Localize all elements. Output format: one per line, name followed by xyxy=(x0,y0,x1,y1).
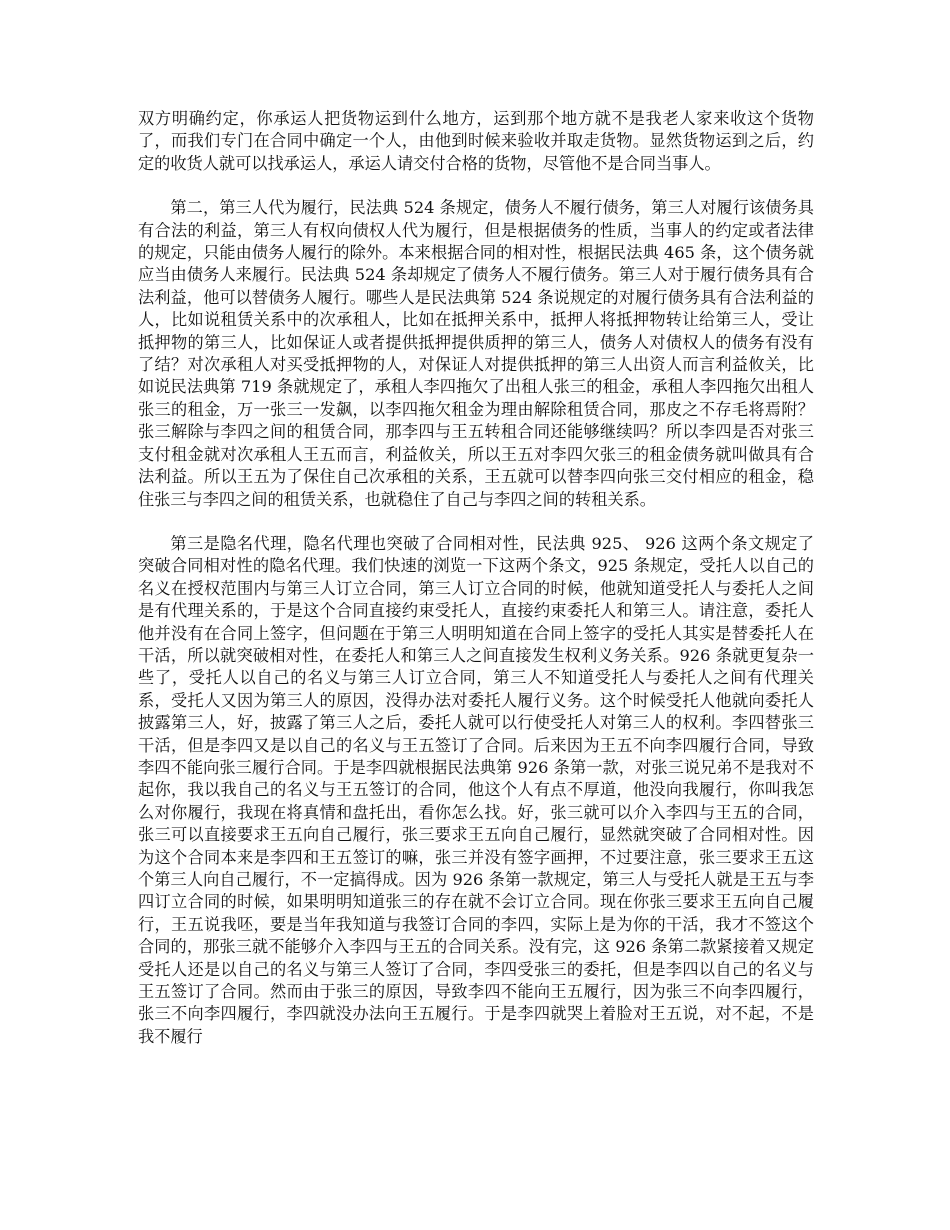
paragraph-2: 第二，第三人代为履行，民法典 524 条规定，债务人不履行债务，第三人对履行该债务具有合法的利益，第三人有权向债权人代为履行，但是根据债务的性质，当事人的约定或者法律的规定，只能由债务人履行的除外。本来根据合同的相对性，根据民法典 465 条，这个债务就应当由债务人来履行。民法典 524 条却规定了债务人不履行债务。第三人对于履行债务具有合法利益，他可以替债务人履行。哪些人是民法典第 524 条说规定的对履行债务具有合法利益的人，比如说租赁关系中的次承租人，比如在抵押关系中，抵押人将抵押物转让给第三人，受让抵押物的第三人，比如保证人或者提供抵押提供质押的第三人，债务人对债权人的债务有没有了结？对次承租人对买受抵押物的人，对保证人对提供抵押的第三人出资人而言利益攸关，比如说民法典第 719 条就规定了，承租人李四拖欠了出租人张三的租金，承租人李四拖欠出租人张三的租金，万一张三一发飙，以李四拖欠租金为理由解除租赁合同，那皮之不存毛将焉附？张三解除与李四之间的租赁合同，那李四与王五转租合同还能够继续吗？所以李四是否对张三支付租金就对次承租人王五而言，利益攸关，所以王五对李四欠张三的租金债务就叫做具有合法利益。所以王五为了保住自己次承租的关系，王五就可以替李四向张三交付相应的租金，稳住张三与李四之间的租赁关系，也就稳住了自己与李四之间的转租关系。 xyxy=(138,198,814,509)
paragraph-gap xyxy=(138,511,814,533)
paragraph-1: 双方明确约定，你承运人把货物运到什么地方，运到那个地方就不是我老人家来收这个货物了，而我们专门在合同中确定一个人，由他到时候来验收并取走货物。显然货物运到之后，约定的收货人就可以找承运人，承运人请交付合格的货物，尽管他不是合同当事人。 xyxy=(138,109,814,173)
paragraph-3: 第三是隐名代理，隐名代理也突破了合同相对性，民法典 925、 926 这两个条文规定了突破合同相对性的隐名代理。我们快速的浏览一下这两个条文，925 条规定，受托人以自己的名义在授权范围内与第三人订立合同，第三人订立合同的时候，他就知道受托人与委托人之间是有代理关系的，于是这个合同直接约束受托人，直接约束委托人和第三人。请注意，委托人他并没有在合同上签字，但问题在于第三人明明知道在合同上签字的受托人其实是替委托人在干活，所以就突破相对性，在委托人和第三人之间直接发生权利义务关系。926 条就更复杂一些了，受托人以自己的名义与第三人订立合同，第三人不知道受托人与委托人之间有代理关系，受托人又因为第三人的原因，没得办法对委托人履行义务。这个时候受托人他就向委托人披露第三人，好，披露了第三人之后，委托人就可以行使受托人对第三人的权利。李四替张三干活，但是李四又是以自己的名义与王五签订了合同。后来因为王五不向李四履行合同，导致李四不能向张三履行合同。于是李四就根据民法典第 926 条第一款，对张三说兄弟不是我对不起你，我以我自己的名义与王五签订的合同，他这个人有点不厚道，他没向我履行，你叫我怎么对你履行，我现在将真情和盘托出，看你怎么找。好，张三就可以介入李四与王五的合同，张三可以直接要求王五向自己履行，张三要求王五向自己履行，显然就突破了合同相对性。因为这个合同本来是李四和王五签订的嘛，张三并没有签字画押，不过要注意，张三要求王五这个第三人向自己履行，不一定搞得成。因为 926 条第一款规定，第三人与受托人就是王五与李四订立合同的时候，如果明明知道张三的存在就不会订立合同。现在你张三要求王五向自己履行，王五说我呸，要是当年我知道与我签订合同的李四，实际上是为你的干活，我才不签这个合同的，那张三就不能够介入李四与王五的合同关系。没有完，这 926 条第二款紧接着又规定受托人还是以自己的名义与第三人签订了合同，李四受张三的委托，但是李四以自己的名义与王五签订了合同。然而由于张三的原因，导致李四不能向王五履行，因为张三不向李四履行，张三不向李四履行，李四就没办法向王五履行。于是李四就哭上着脸对王五说，对不起，不是我不履行 xyxy=(138,533,814,1046)
paragraph-gap xyxy=(138,175,814,197)
document-page xyxy=(138,108,814,1048)
